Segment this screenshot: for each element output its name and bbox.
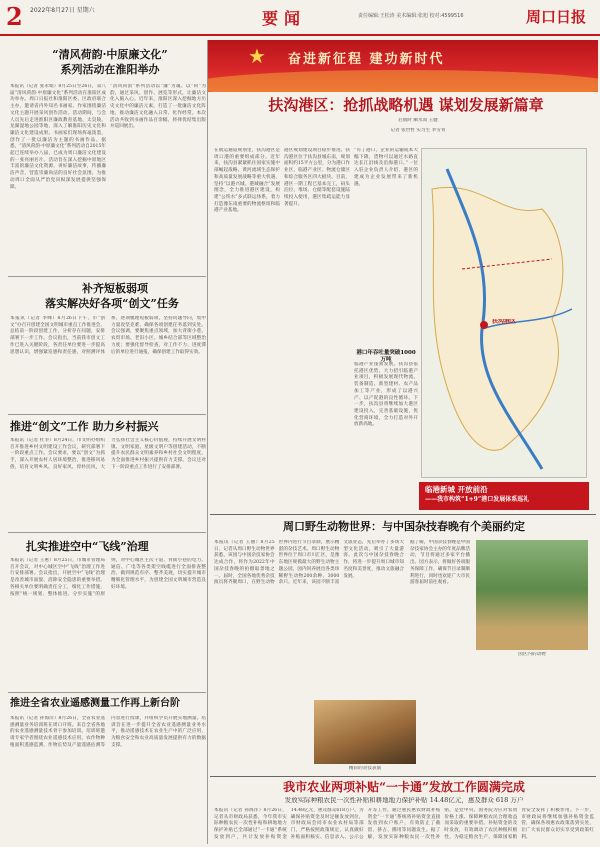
feature-subtitle: 启航时 顺水而 王健	[398, 118, 438, 123]
feature-body-3: “有了港口，企业的运输成本大幅下降，货物可以通过水路直达长江沿线及沿海港口。”一位入驻企业负责人介绍，港区的建成为企业发展带来了新机遇。	[354, 148, 418, 187]
subsidy-title: 我市农业两项补贴“一卡通”发放工作圆满完成	[283, 780, 525, 794]
article1-title-line2: 系列活动在淮阳举办	[60, 63, 160, 76]
divider	[8, 532, 206, 533]
article4-body: 本报讯（记者 王惠）8月25日，市城市管理局召开会议，对中心城区空中“飞线”治理工作进行安排部署。会议指出，开展空中“飞线”治理是改善城市面貌、消除安全隐患的重要举措。各相关单位要明确责任分工，细化工作措施，按照“统一规划、整体推进、分步实施”的原则，对中心城区主次干道、背街小巷的电力、通信、广电等各类架空线缆进行全面排查整治，做到规范有序、整齐美观，切实提升城市精细化管理水平，为创建全国文明城市营造良好环境。	[10, 558, 206, 597]
divider	[8, 692, 206, 693]
animal-photo	[476, 540, 588, 650]
subsidy-subtitle: 发放实际种粮农民一次性补贴和耕地地力保护补贴 14.48亿元，惠及群众 618 万户	[284, 797, 524, 804]
wildlife-body: 本报讯（记者 王丽）8月25日，记者从周口野生动物世界获悉，该园与中国杂技家协会达成合作，将作为2022年中国杂技春晚的拍摄取景地之一。届时，全国各地优秀杂技演员将齐聚周口，在野生动物世界内进行节目录制，展示精湛的杂技艺术。周口野生动物世界位于周口市川汇区，是豫东地区规模最大的野生动物主题公园，园内饲养展出各类珍稀野生动物200余种、3000余只。近年来，该园不断丰富文旅业态，先后举办了多场大型文化活动，吸引了大量游客。此次与中国杂技春晚合作，将进一步提升周口城市知名度和美誉度，推动文旅融合发展。	[214, 540, 404, 586]
feature-body-4: 临港产业蓬勃发展。扶沟县依托港区优势，大力招引临港产业项目，积极发展现代物流、装备制造、新型建材、农产品加工等产业，形成了以港兴产、以产促港的良性循环。下一步，扶沟县将继续加大港区建设投入，完善基础设施，优化营商环境，全力打造对外开放新高地。	[354, 362, 418, 428]
star-icon: ★	[248, 44, 266, 68]
wildlife-body-2: 据了解，中国杂技春晚是中国杂技家协会主办的年度品牌活动，节目将通过多家平台播出。园方表示，将做好各项服务保障工作，确保节目录制顺利进行，同时也欢迎广大市民游客届时前往观看。	[410, 540, 470, 586]
article5-title: 推进全省农业遥感测量工作再上新台阶	[10, 698, 180, 709]
newspaper-logo: 周口日报	[526, 8, 587, 26]
article1-body-2: “清风荷韵”系列活动以“廉”为魂、以“荷”为韵，通过采风、创作、展览等形式，让廉洁文化入脑入心。近年来，淮阳区深入挖掘地方历史文化中的廉洁元素，打造了一批廉洁文化阵地，推动廉洁文化融入日常、化作经常。本次活动共收到书画作品百余幅，将择优结集出版并巡回展出。	[110, 84, 206, 130]
slogan-banner	[208, 40, 598, 92]
feature-subhead: 港口年吞吐量突破1000万吨	[356, 350, 416, 363]
subsidy-body: 本报讯（记者 孙海洋）8月26日，记者从市财政局获悉，今年我市实际种粮农民一次性补贴和耕地地力保护补贴已全部通过“一卡通”系统发放到户，共计发放补贴资金14.48亿元，惠及群众618万户。为确保补贴资金及时足额发放到位，市财政局会同市农业农村局等部门，严格按照政策规定，认真做好补贴面积核实、信息录入、公示公开等工作，通过惠民惠农财政补贴资金“一卡通”系统将补贴资金直接发放到农户账户，有效防止了截留、挤占、挪用等问题发生。据了解，发放实际种粮农民一次性补贴，是党中央、国务院为应对农资价格上涨、保障种粮农民合理收益而采取的重要举措。补贴资金的及时发放，有效调动了农民种粮积极性，为稳定粮食生产、保障国家粮食安全发挥了积极作用。下一步，市财政局将继续加强补贴资金监管，确保各项惠农政策落到实处，让广大农民群众切实享受到政策红利。	[214, 808, 594, 840]
divider	[210, 514, 596, 515]
divider	[8, 414, 206, 415]
wildlife-title: 周口野生动物世界：与中国杂技春晚有个美丽约定	[283, 520, 525, 533]
page-number: 2	[6, 2, 23, 31]
feature-title: 扶沟港区：抢抓战略机遇 谋划发展新篇章	[268, 96, 544, 114]
map-caption-line2: ——我市构筑“1+9”港口发展体系巡礼	[425, 496, 530, 503]
editor-credits: 责任编辑:王松涛 美术编辑:张旭 校对:4599516	[358, 13, 464, 19]
column-divider	[207, 40, 208, 844]
issue-date: 2022年8月27日 星期六	[30, 7, 95, 14]
feature-body-1: 在航运通道规划里，扶沟港区是周口港的重要组成部分。近年来，扶沟县紧紧抓住国家实施中部崛起战略、黄河流域生态保护和高质量发展战略等重大机遇，坚持“以港兴城、港城融合”发展理念，全力推进港区建设，构建“公铁水”多式联运体系，着力打造豫东南重要的物流枢纽和临港产业基地。	[214, 148, 280, 214]
article1-title-line1: “清风荷韵·中原廉文化”	[52, 48, 168, 61]
article2-title-line2: 落实解决好各项“创文”任务	[45, 297, 179, 310]
acrobat-photo	[314, 700, 416, 764]
banner-slogan: 奋进新征程 建功新时代	[288, 52, 445, 67]
map-label: 扶沟港区	[492, 319, 517, 325]
feature-reporters: 记者 张世哲 实习生 李雪青	[390, 128, 446, 133]
map-caption-line1: 临港新城 开放前沿	[425, 485, 488, 494]
article1-body: 本报讯（记者 张永娟）8月25日至26日，第八届“清风荷韵·中原廉文化”系列活动在淮阳区成功举办。周口日报社和淮阳区委、区政府联合主办，邀请省内外知名书画家、作家围绕廉洁文化主题开展采风创作活动。活动期间，与会人员先后走进淮阳区廉政教育基地、太昊陵、龙湖湿地公园等地，深入了解淮阳历史文化和廉洁文化建设成果。书画家们现场挥毫泼墨，创作了一批以廉洁为主题的书画作品。据悉，“清风荷韵·中原廉文化”系列活动自2015年起已连续举办八届，已成为周口廉洁文化建设的一张亮丽名片。活动旨在深入挖掘中原地区丰富的廉洁文化资源，讲好廉洁故事，传播廉洁声音，营造崇廉尚洁的良好社会氛围，为推动周口全面从严治党向纵深发展提供坚强保障。	[10, 84, 106, 190]
map-graphic	[422, 149, 587, 478]
article3-body: 本报讯（记者 杜争）8月24日，市文明办组织召开推进乡村文明建设工作会议，研究部署下一阶段重点工作。会议要求，要以“创文”为抓手，深入开展农村人居环境整治，推进移风易俗，培育文明乡风、良好家风、淳朴民风，大力弘扬社会主义核心价值观，持续开展文明村镇、文明家庭、星级文明户等创建活动，不断提升农民群众文明素养和乡村社会文明程度，为全面推进乡村振兴提供有力支撑。会议还对下一阶段重点工作进行了安排部署。	[10, 438, 206, 470]
feature-body-2: 港区规划建设项目稳步推进。扶沟港区位于扶沟县城东南，规划面积约15平方公里，分为港口作业区、临港产业区、物流仓储区和综合服务区四大板块。目前，港区一期工程已基本完工，码头泊位、堆场、仓储等配套设施陆续投入使用，港区集疏运能力显著提升。	[284, 148, 350, 207]
article2-title-line1: 补齐短板弱项	[82, 282, 148, 295]
map-caption	[419, 482, 589, 510]
page-header	[0, 0, 600, 36]
photo-caption-1: 精彩的杂技表演	[348, 766, 382, 771]
article2-body: 本报讯（记者 李峰）8月26日下午，市“创文”办召开创建全国文明城市重点工作推进会，总结前一阶段创建工作，分析存在问题，安排部署下一步工作。会议指出，当前我市创文工作已进入关键阶段，各责任单位要进一步提高思想认识，增强紧迫感和责任感，对照测评体系，逐项梳理短板弱项，坚持问题导向，集中力量攻坚克难，确保各项创建任务落到实处。会议强调，要聚焦重点领域，加大背街小巷、农贸市场、老旧小区、城乡结合部等区域整治力度；要强化督导检查，对工作不力、进度滞后的单位进行通报，确保创建工作取得实效。	[10, 316, 206, 355]
divider	[210, 776, 596, 777]
photo-caption-2: 园区内的动物	[518, 652, 546, 657]
banner-ribbon	[208, 70, 598, 92]
article5-body: 本报讯（记者 孙海洋）8月26日，全省农业遥感测量业务培训班在周口开班。来自全省各地的农业遥感测量技术骨干参加培训。培训班邀请专家学者围绕农业遥感技术应用、农作物种植面积遥感监测、作物长势及产量遥感估测等内容进行授课，并组织学员开展实地测量。培训旨在进一步提升全省农业遥感测量业务水平，推动遥感技术在农业生产中的广泛应用，为粮食安全和农业高质量发展提供有力的数据支撑。	[10, 716, 206, 748]
feature-map	[421, 148, 587, 478]
section-title: 要闻	[262, 9, 307, 28]
article3-title: 推进“创文”工作 助力乡村振兴	[10, 420, 159, 433]
article4-title: 扎实推进空中“飞线”治理	[26, 540, 149, 553]
divider	[8, 276, 206, 277]
